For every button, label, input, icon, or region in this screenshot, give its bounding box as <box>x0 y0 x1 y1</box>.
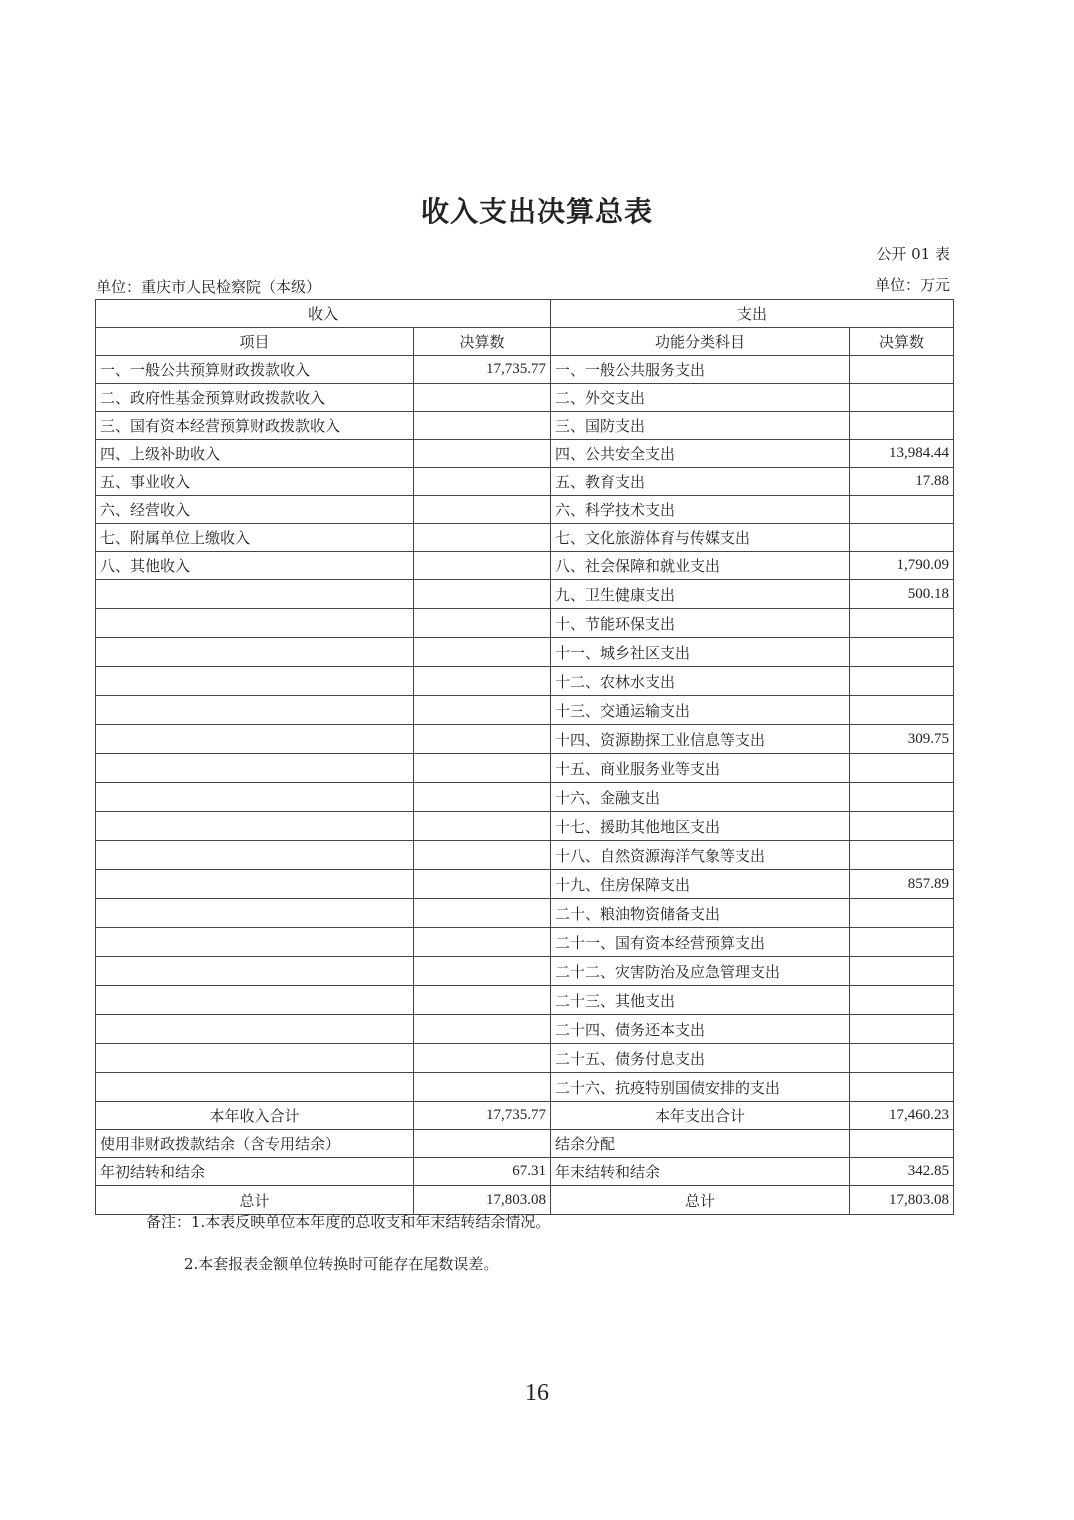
income-item: 三、国有资本经营预算财政拨款收入 <box>96 412 414 440</box>
expense-amount: 857.89 <box>850 870 954 899</box>
expense-amount <box>850 957 954 986</box>
table-row <box>96 384 954 412</box>
expense-item: 十九、住房保障支出 <box>551 870 850 899</box>
expense-amount <box>850 928 954 957</box>
expense-amount <box>850 899 954 928</box>
income-amount <box>414 384 551 412</box>
expense-amount <box>850 696 954 725</box>
income-item <box>96 841 414 870</box>
expense-item: 二十五、债务付息支出 <box>551 1044 850 1073</box>
income-amount <box>414 496 551 524</box>
table-row <box>96 899 954 928</box>
income-item: 四、上级补助收入 <box>96 440 414 468</box>
table-row <box>96 957 954 986</box>
income-item <box>96 783 414 812</box>
expense-item: 九、卫生健康支出 <box>551 580 850 609</box>
table-row <box>96 754 954 783</box>
expense-item: 五、教育支出 <box>551 468 850 496</box>
income-header: 收入 <box>96 300 551 328</box>
expense-total-value: 17,460.23 <box>850 1102 954 1130</box>
grand-income-value: 17,803.08 <box>414 1186 551 1215</box>
carryover-row <box>96 1158 954 1186</box>
expense-item: 三、国防支出 <box>551 412 850 440</box>
expense-amount <box>850 986 954 1015</box>
expense-amount <box>850 667 954 696</box>
expense-item: 十三、交通运输支出 <box>551 696 850 725</box>
notes <box>146 1212 551 1273</box>
income-item <box>96 667 414 696</box>
table-row <box>96 356 954 384</box>
expense-item: 十六、金融支出 <box>551 783 850 812</box>
surplus-distribution-value <box>850 1130 954 1158</box>
income-item <box>96 812 414 841</box>
income-item: 七、附属单位上缴收入 <box>96 524 414 552</box>
table-row <box>96 812 954 841</box>
nonfiscal-value <box>414 1130 551 1158</box>
expense-item: 二、外交支出 <box>551 384 850 412</box>
expense-amount: 13,984.44 <box>850 440 954 468</box>
income-item <box>96 870 414 899</box>
income-total-label: 本年收入合计 <box>96 1102 414 1130</box>
income-item <box>96 1044 414 1073</box>
expense-amount <box>850 412 954 440</box>
table-row <box>96 496 954 524</box>
income-item <box>96 899 414 928</box>
expense-total-label: 本年支出合计 <box>551 1102 850 1130</box>
income-item: 一、一般公共预算财政拨款收入 <box>96 356 414 384</box>
table-row <box>96 440 954 468</box>
expense-item: 十七、援助其他地区支出 <box>551 812 850 841</box>
table-row <box>96 667 954 696</box>
table-row <box>96 1015 954 1044</box>
expense-amount-header: 决算数 <box>850 328 954 356</box>
income-amount <box>414 1044 551 1073</box>
income-amount <box>414 667 551 696</box>
table-row <box>96 725 954 754</box>
expense-amount <box>850 638 954 667</box>
expense-amount <box>850 1073 954 1102</box>
table-row <box>96 524 954 552</box>
form-number: 公开 01 表 <box>876 245 950 263</box>
expense-item: 十二、农林水支出 <box>551 667 850 696</box>
income-item <box>96 725 414 754</box>
nonfiscal-label: 使用非财政拨款结余（含专用结余） <box>96 1130 414 1158</box>
income-amount <box>414 754 551 783</box>
begin-carryover-value: 67.31 <box>414 1158 551 1186</box>
income-item <box>96 754 414 783</box>
expense-amount <box>850 1015 954 1044</box>
expense-item: 十、节能环保支出 <box>551 609 850 638</box>
page-number: 16 <box>525 1380 549 1406</box>
table-group-header <box>96 300 954 328</box>
expense-amount <box>850 496 954 524</box>
expense-amount <box>850 609 954 638</box>
income-item <box>96 986 414 1015</box>
expense-item: 一、一般公共服务支出 <box>551 356 850 384</box>
table-row <box>96 468 954 496</box>
expense-amount <box>850 384 954 412</box>
income-amount <box>414 870 551 899</box>
income-amount <box>414 580 551 609</box>
grand-expense-label: 总计 <box>551 1186 850 1215</box>
income-amount <box>414 552 551 580</box>
unit-organization: 单位：重庆市人民检察院（本级） <box>96 278 322 296</box>
expense-item: 十八、自然资源海洋气象等支出 <box>551 841 850 870</box>
grand-expense-value: 17,803.08 <box>850 1186 954 1215</box>
income-item <box>96 928 414 957</box>
income-amount <box>414 609 551 638</box>
table-row <box>96 986 954 1015</box>
unit-money: 单位：万元 <box>874 276 950 294</box>
expense-item: 二十、粮油物资储备支出 <box>551 899 850 928</box>
income-amount <box>414 783 551 812</box>
expense-item: 七、文化旅游体育与传媒支出 <box>551 524 850 552</box>
income-amount <box>414 440 551 468</box>
income-item: 二、政府性基金预算财政拨款收入 <box>96 384 414 412</box>
income-item: 六、经营收入 <box>96 496 414 524</box>
expense-amount <box>850 524 954 552</box>
income-amount: 17,735.77 <box>414 356 551 384</box>
income-amount <box>414 412 551 440</box>
expense-amount <box>850 841 954 870</box>
income-amount-header: 决算数 <box>414 328 551 356</box>
expense-item: 十五、商业服务业等支出 <box>551 754 850 783</box>
expense-amount: 309.75 <box>850 725 954 754</box>
income-amount <box>414 1015 551 1044</box>
income-amount <box>414 524 551 552</box>
expense-item: 二十一、国有资本经营预算支出 <box>551 928 850 957</box>
table-column-header <box>96 328 954 356</box>
end-carryover-label: 年末结转和结余 <box>551 1158 850 1186</box>
table-row <box>96 870 954 899</box>
income-amount <box>414 986 551 1015</box>
income-item <box>96 1015 414 1044</box>
expense-item: 二十四、债务还本支出 <box>551 1015 850 1044</box>
surplus-distribution-label: 结余分配 <box>551 1130 850 1158</box>
expense-header: 支出 <box>551 300 954 328</box>
expense-amount <box>850 783 954 812</box>
income-item <box>96 696 414 725</box>
income-item <box>96 580 414 609</box>
expense-amount <box>850 356 954 384</box>
expense-amount: 500.18 <box>850 580 954 609</box>
nonfiscal-row <box>96 1130 954 1158</box>
income-item <box>96 609 414 638</box>
income-amount <box>414 812 551 841</box>
income-amount <box>414 468 551 496</box>
table-row <box>96 783 954 812</box>
table-row <box>96 638 954 667</box>
table-row <box>96 580 954 609</box>
income-item: 五、事业收入 <box>96 468 414 496</box>
grand-total-row <box>96 1186 954 1215</box>
table-row <box>96 609 954 638</box>
note-2: 2.本套报表金额单位转换时可能存在尾数误差。 <box>184 1255 499 1273</box>
income-item: 八、其他收入 <box>96 552 414 580</box>
expense-amount <box>850 1044 954 1073</box>
expense-item: 八、社会保障和就业支出 <box>551 552 850 580</box>
income-total-value: 17,735.77 <box>414 1102 551 1130</box>
income-expense-total-row <box>96 1102 954 1130</box>
income-amount <box>414 841 551 870</box>
income-amount <box>414 638 551 667</box>
expense-amount: 17.88 <box>850 468 954 496</box>
begin-carryover-label: 年初结转和结余 <box>96 1158 414 1186</box>
expense-amount: 1,790.09 <box>850 552 954 580</box>
expense-item: 二十六、抗疫特别国债安排的支出 <box>551 1073 850 1102</box>
table-row <box>96 412 954 440</box>
income-amount <box>414 696 551 725</box>
grand-income-label: 总计 <box>96 1186 414 1215</box>
table-row <box>96 552 954 580</box>
function-category-header: 功能分类科目 <box>551 328 850 356</box>
income-amount <box>414 899 551 928</box>
table-row <box>96 928 954 957</box>
expense-item: 十四、资源勘探工业信息等支出 <box>551 725 850 754</box>
income-amount <box>414 928 551 957</box>
expense-amount <box>850 812 954 841</box>
table-row <box>96 1044 954 1073</box>
end-carryover-value: 342.85 <box>850 1158 954 1186</box>
income-amount <box>414 957 551 986</box>
income-item <box>96 957 414 986</box>
income-expense-table <box>95 299 954 1215</box>
table-row <box>96 841 954 870</box>
expense-item: 二十二、灾害防治及应急管理支出 <box>551 957 850 986</box>
note-1: 备注：1.本表反映单位本年度的总收支和年末结转结余情况。 <box>146 1213 551 1231</box>
item-header: 项目 <box>96 328 414 356</box>
expense-item: 六、科学技术支出 <box>551 496 850 524</box>
income-amount <box>414 1073 551 1102</box>
table-row <box>96 696 954 725</box>
expense-item: 二十三、其他支出 <box>551 986 850 1015</box>
expense-item: 四、公共安全支出 <box>551 440 850 468</box>
income-item <box>96 1073 414 1102</box>
expense-amount <box>850 754 954 783</box>
page-title: 收入支出决算总表 <box>420 195 653 228</box>
expense-item: 十一、城乡社区支出 <box>551 638 850 667</box>
table-row <box>96 1073 954 1102</box>
income-item <box>96 638 414 667</box>
income-amount <box>414 725 551 754</box>
